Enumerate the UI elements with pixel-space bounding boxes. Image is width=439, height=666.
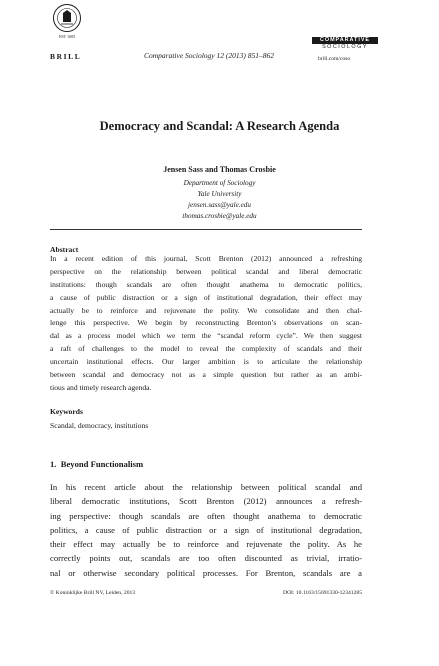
abstract-line: actually be to reinforce and rejuvenate the polity. We consolidate and then chal- <box>50 305 362 315</box>
abstract-line: a cause of public distraction or a sign of institutional degradation, their effect may <box>50 292 362 302</box>
paper-title: Democracy and Scandal: A Research Agenda <box>99 119 340 133</box>
publisher-name: BRILL <box>50 52 82 61</box>
body-line: politics, a cause of public distraction or a sign of institutional degradation, <box>50 524 362 535</box>
abstract-line: institutions: though scandals are often thought anathema to democratic politics, <box>50 279 362 289</box>
abstract-line: lenge this perspective. We begin by reconstructing Brenton’s observations on scan- <box>50 318 362 328</box>
abstract-line: In a recent edition of this journal, Scott Brenton (2012) announced a refreshing <box>50 254 362 263</box>
body-text <box>50 480 362 580</box>
abstract-line: perspective on the relationship between political scandal and liberal democratic <box>50 266 362 276</box>
logo-text: EST 1683 <box>58 34 76 39</box>
body-line: liberal democratic institutions, Scott Brenton (2012) announces a refresh- <box>50 496 362 507</box>
body-line: ing perspective: though scandals are often thought anathema to democratic <box>50 510 362 521</box>
copyright-notice: © Koninklijke Brill NV, Leiden, 2013 <box>50 590 136 596</box>
abstract-line: between scandal and democracy not as a simple question but rather as an ambi- <box>50 370 362 380</box>
body-line: In his recent article about the relationship between political scandal and <box>50 482 362 492</box>
abstract-line: uncertain institutional effects. Our larger ambition is to articulate the relationship <box>50 357 362 367</box>
brand-top: COMPARATIVE <box>312 37 378 44</box>
abstract-line: a raft of challenges to the model to reveal the complexity of scandals and their <box>50 344 362 354</box>
authors: Jensen Sass and Thomas Crosbie <box>163 165 276 174</box>
keywords-text: Scandal, democracy, institutions <box>50 421 149 430</box>
brill-seal-logo <box>52 3 82 41</box>
divider <box>50 229 362 230</box>
abstract-line: dal as a process model which we term the “scandal reform cycle”. We then suggest <box>50 331 362 341</box>
journal-citation: Comparative Sociology 12 (2013) 851–862 <box>144 51 274 60</box>
abstract-line: tious and timely research agenda. <box>50 382 152 392</box>
section-title: Beyond Functionalism <box>60 459 144 469</box>
doi[interactable]: DOI: 10.1163/15691330-12341285 <box>282 590 362 596</box>
body-line: correctly points out, scandals are too often discounted as trivial, irratio- <box>50 553 362 564</box>
keywords-heading: Keywords <box>50 407 83 416</box>
section-number: 1. <box>50 459 57 469</box>
journal-url[interactable]: brill.com/coso <box>318 56 351 62</box>
affiliation-department: Department of Sociology <box>183 179 256 187</box>
author-email-sass[interactable]: jensen.sass@yale.edu <box>188 201 251 209</box>
author-email-crosbie[interactable]: thomas.crosbie@yale.edu <box>182 212 257 220</box>
abstract-heading: Abstract <box>50 245 79 254</box>
brand-bottom: SOCIOLOGY <box>322 44 368 50</box>
section-heading <box>50 459 143 469</box>
abstract-text <box>50 253 362 395</box>
body-line: nal or otherwise secondary political processes. For Brenton, scandals are a <box>50 567 362 578</box>
body-line: their effect may actually be to reinforce and rejuvenate the polity. As he <box>50 539 362 550</box>
affiliation-university: Yale University <box>197 190 242 198</box>
journal-brand <box>312 37 378 50</box>
